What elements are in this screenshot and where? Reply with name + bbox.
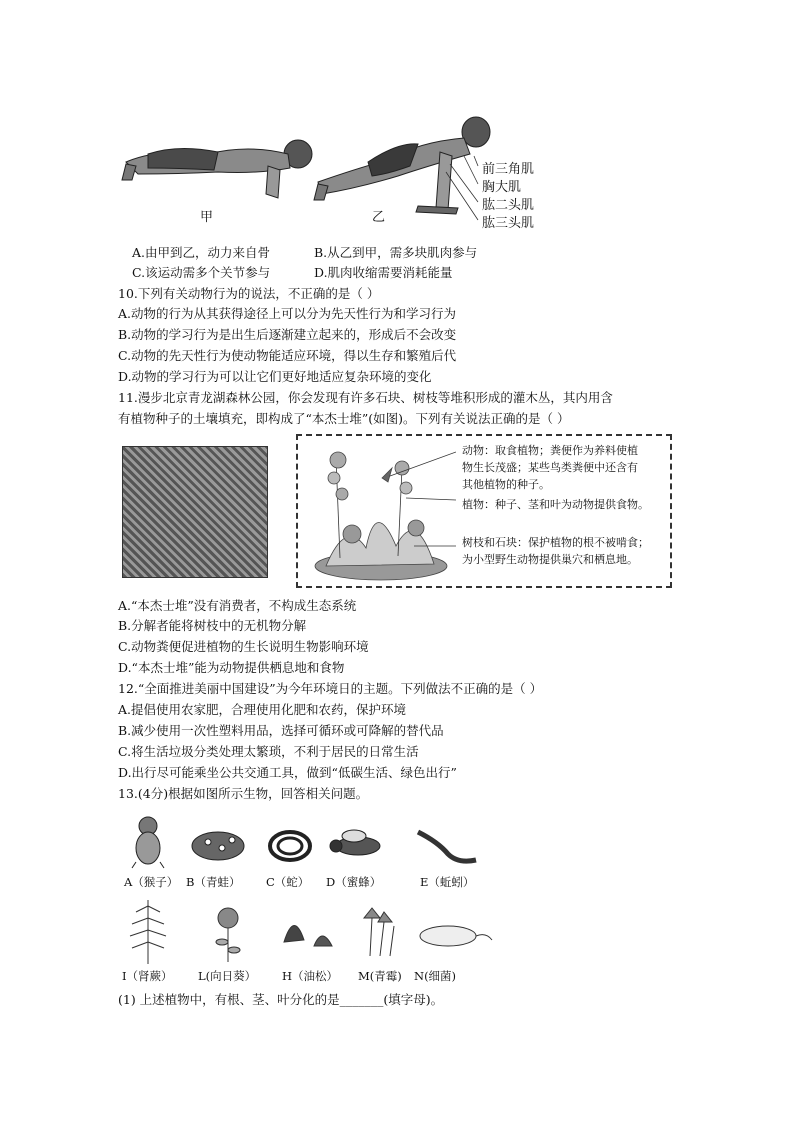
box-branch-line2: 为小型野生动物提供巢穴和栖息地。 [462, 553, 638, 566]
benjes-hedge-diagram [296, 434, 672, 588]
q12-option-b: B.减少使用一次性塑料用品，选择可循环或可降解的替代品 [118, 723, 444, 738]
plant-caption-n: N(细菌) [414, 969, 457, 983]
box-animal-line1: 动物：取食植物；粪便作为养料使植 [462, 444, 638, 457]
box-plant-line: 植物：种子、茎和叶为动物提供食物。 [462, 498, 649, 511]
q11-option-d: D.“本杰士堆”能为动物提供栖息地和食物 [118, 660, 345, 675]
pushup-figure [118, 108, 570, 236]
q11-stem-line1: 11.漫步北京青龙湖森林公园，你会发现有许多石块、树枝等堆积形成的灌木丛，其内用含 [118, 390, 613, 405]
q10-stem: 10.下列有关动物行为的说法，不正确的是（ ） [118, 286, 380, 301]
q12-option-d: D.出行尽可能乘坐公共交通工具，做到“低碳生活、绿色出行” [118, 765, 457, 780]
animal-caption-a: A（猴子） [124, 875, 179, 889]
q11-option-a: A.“本杰士堆”没有消费者，不构成生态系统 [118, 598, 357, 613]
plant-caption-m: M(青霉) [358, 969, 402, 983]
q13-animal-figures [118, 812, 498, 872]
muscle-label-pectoralis: 胸大肌 [482, 180, 522, 195]
muscle-label-triceps: 肱三头肌 [482, 216, 535, 231]
animal-caption-e: E（蚯蚓） [420, 875, 475, 889]
q12-stem: 12.“全面推进美丽中国建设”为今年环境日的主题。下列做法不正确的是（ ） [118, 681, 543, 696]
benjes-hedge-photo [122, 446, 268, 578]
q11-option-b: B.分解者能将树枝中的无机物分解 [118, 618, 307, 633]
figure-label-yi: 乙 [372, 210, 386, 225]
q11-stem-line2: 有植物种子的土壤填充，即构成了“本杰士堆”(如图)。下列有关说法正确的是（ ） [118, 411, 570, 426]
animal-caption-d: D（蜜蜂） [326, 875, 382, 889]
q10-option-c: C.动物的先天性行为使动物能适应环境，得以生存和繁殖后代 [118, 348, 457, 363]
q11-option-c: C.动物粪便促进植物的生长说明生物影响环境 [118, 639, 369, 654]
q12-option-a: A.提倡使用农家肥，合理使用化肥和农药，保护环境 [118, 702, 407, 717]
q13-subquestion-1: (1) 上述植物中，有根、茎、叶分化的是_______(填字母)。 [118, 992, 444, 1007]
plant-caption-h: H（油松） [282, 969, 339, 983]
q10-option-b: B.动物的学习行为是出生后逐渐建立起来的，形成后不会改变 [118, 327, 457, 342]
box-branch-line1: 树枝和石块：保护植物的根不被啃食； [462, 536, 649, 549]
animal-caption-c: C（蛇） [266, 875, 310, 889]
q10-option-a: A.动物的行为从其获得途径上可以分为先天性行为和学习行为 [118, 306, 457, 321]
q12-option-c: C.将生活垃圾分类处理太繁琐，不利于居民的日常生活 [118, 744, 419, 759]
plant-caption-l: L(向日葵） [198, 969, 257, 983]
animal-caption-b: B（青蛙） [186, 875, 241, 889]
q9-option-a: A.由甲到乙，动力来自骨 [132, 245, 271, 260]
q9-option-d: D.肌肉收缩需要消耗能量 [314, 265, 453, 280]
q13-stem: 13.(4分)根据如图所示生物，回答相关问题。 [118, 786, 369, 801]
figure-label-jia: 甲 [200, 210, 214, 225]
plant-caption-i: I（肾蕨） [122, 969, 173, 983]
q10-option-d: D.动物的学习行为可以让它们更好地适应复杂环境的变化 [118, 369, 432, 384]
q13-plant-figures [118, 896, 498, 966]
box-animal-line3: 其他植物的种子。 [462, 478, 550, 491]
q9-option-b: B.从乙到甲，需多块肌肉参与 [314, 245, 478, 260]
muscle-label-biceps: 肱二头肌 [482, 198, 535, 213]
box-animal-line2: 物生长茂盛；某些鸟类粪便中还含有 [462, 461, 638, 474]
q9-option-c: C.该运动需多个关节参与 [132, 265, 271, 280]
muscle-label-deltoid: 前三角肌 [482, 162, 535, 177]
